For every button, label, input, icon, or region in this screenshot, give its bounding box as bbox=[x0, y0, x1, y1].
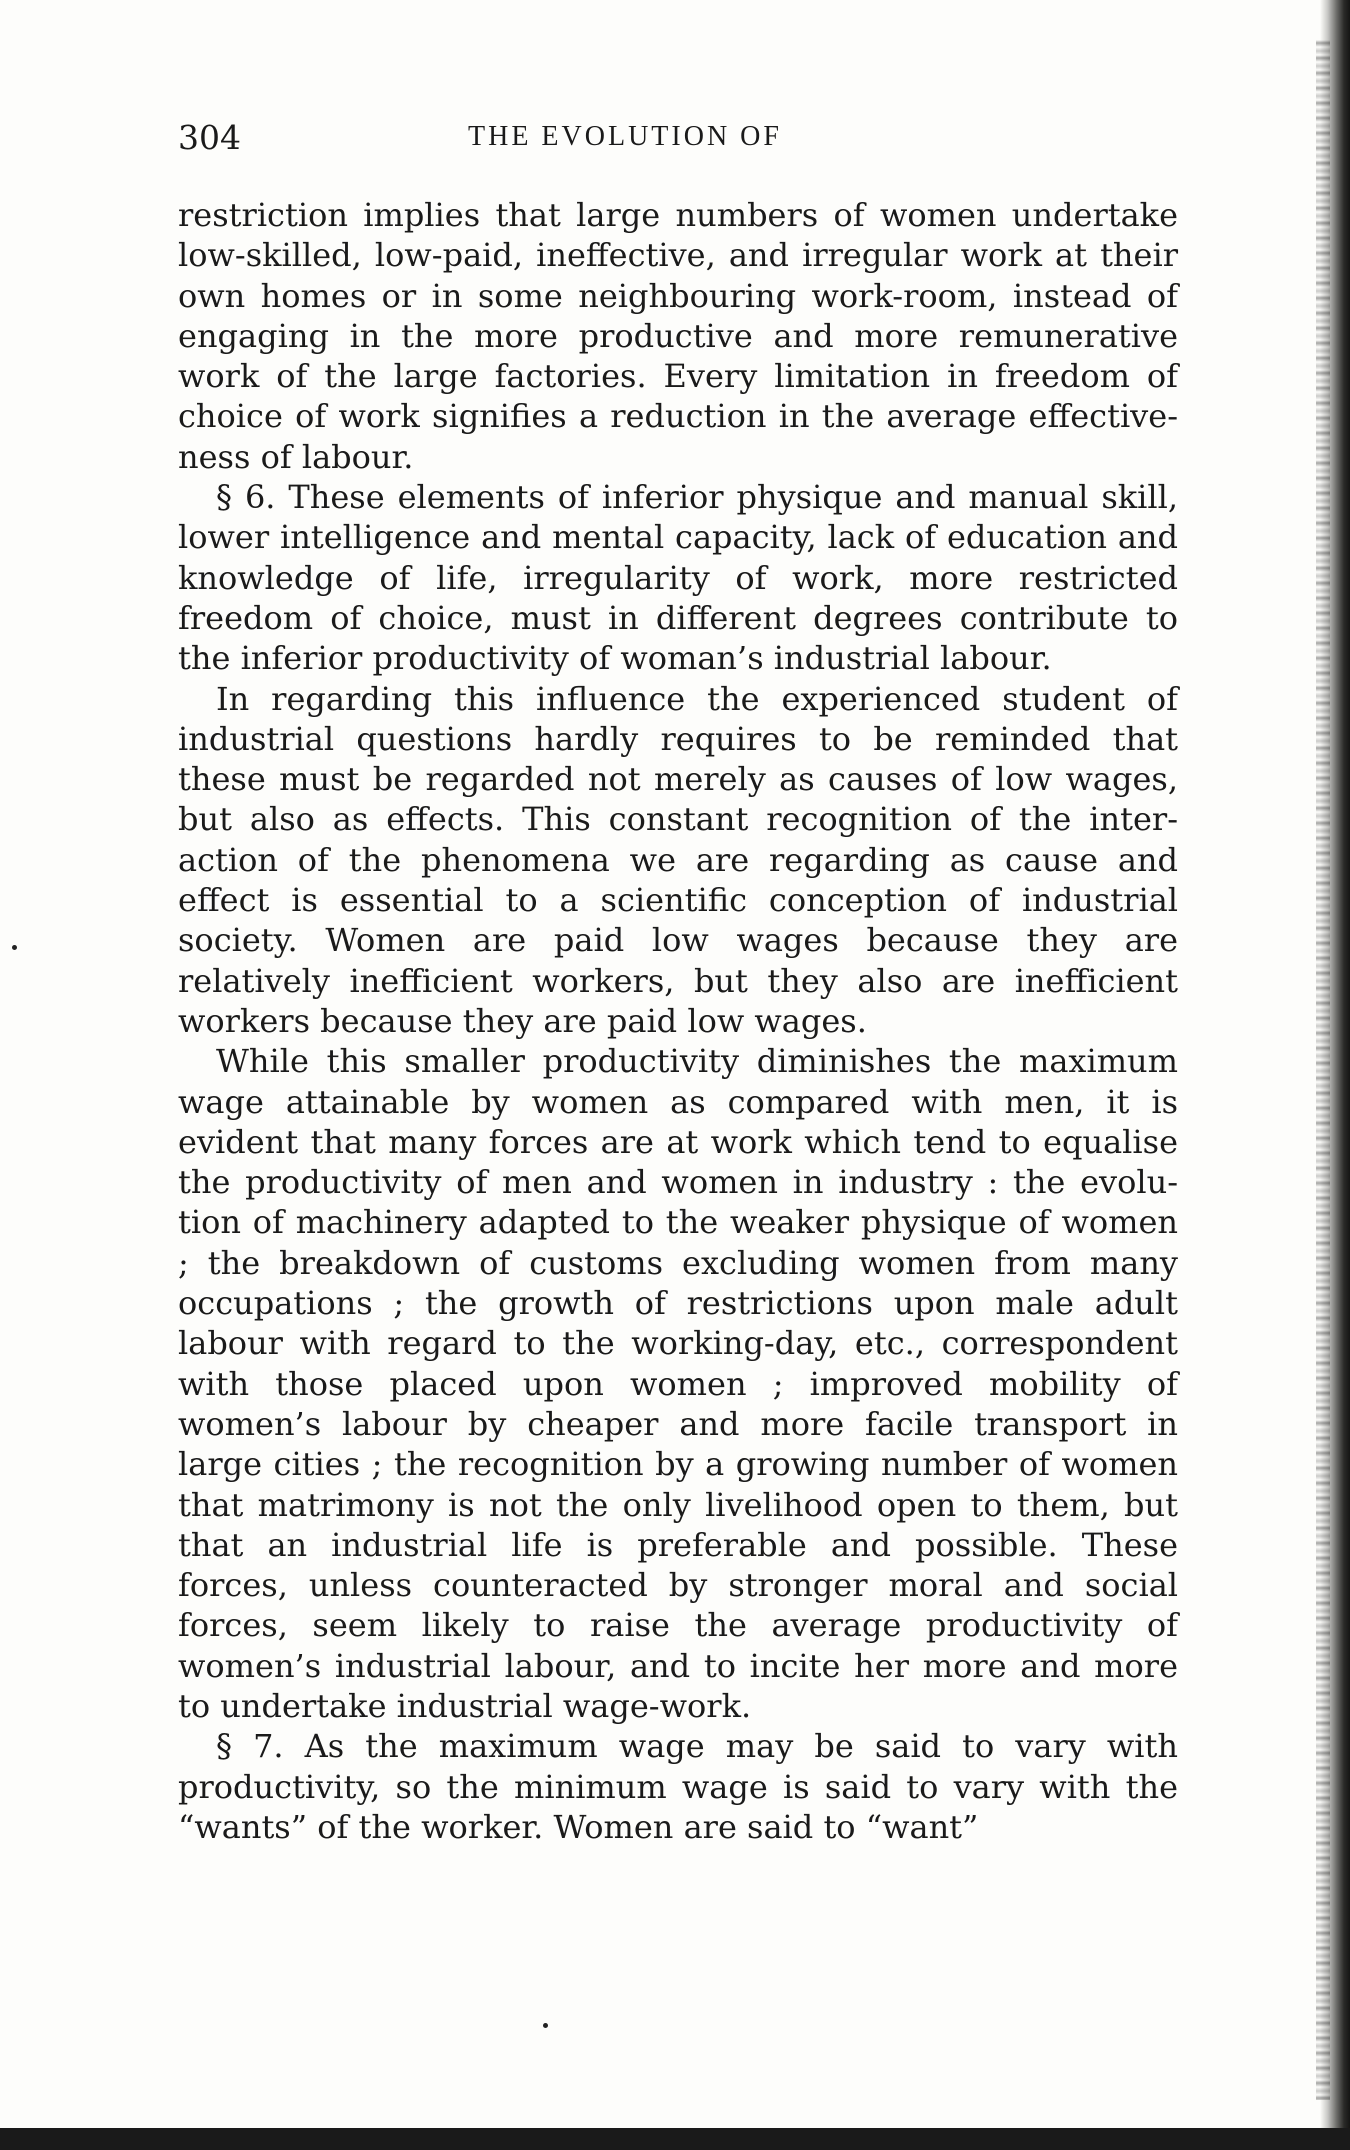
page-number: 304 bbox=[178, 118, 241, 157]
paragraph-continued: restriction implies that large numbers of women undertake low-skilled, low-paid, ineffective, and irregular work at their own homes or in some neighbouring work-room, instead of engaging in the more productive and more remunerative work of the large factories. Every limitation in freedom of choice of work signifies a reduction in the average effectiveness of labour. bbox=[178, 196, 1178, 476]
scan-bottom-border bbox=[0, 2128, 1350, 2150]
paragraph-causes-and-effects: In regarding this influence the experienced student of industrial questions hardly requires to be reminded that these must be regarded not merely as causes of low wages, but also as effects. This constant recognition of the interaction of the phenomena we are regarding as cause and effect is essential to a scientific conception of industrial society. Women are paid low wages because they are relatively inefficient workers, but they also are inefficient workers because they are paid low wages. bbox=[178, 679, 1178, 1040]
binding-edge-texture bbox=[1316, 40, 1330, 2100]
scan-speck bbox=[543, 2023, 548, 2028]
paragraph-equalising-forces: While this smaller productivity diminishes the maximum wage attainable by women as compared with men, it is evident that many forces are at work which tend to equalise the productivity of men and women in industry : the evolution of machinery adapted to the weaker physique of women ; the breakdown of customs excluding women from many occupations ; the growth of restrictions upon male adult labour with regard to the working-day, etc., correspondent with those placed upon women ; improved mobility of women’s labour by cheaper and more facile transport in large cities ; the recognition by a growing number of women that matrimony is not the only livelihood open to them, but that an industrial life is preferable and possible. These forces, unless counteracted by stronger moral and social forces, seem likely to raise the average productivity of women’s industrial labour, and to incite her more and more to undertake industrial wage-work. bbox=[178, 1042, 1178, 1725]
body-text bbox=[178, 195, 1178, 1847]
paragraph-section-7: § 7. As the maximum wage may be said to vary with productivity, so the minimum wage is said to vary with the “wants” of the worker. Women are said to “want” bbox=[178, 1727, 1178, 1846]
scan-speck bbox=[12, 945, 17, 950]
paragraph-section-6: § 6. These elements of inferior physique and manual skill, lower intelligence and mental capacity, lack of education and knowledge of life, irregularity of work, more restricted freedom of choice, must in different degrees contribute to the inferior productivity of woman’s industrial labour. bbox=[178, 478, 1178, 678]
running-head: THE EVOLUTION OF bbox=[468, 121, 782, 152]
page-header bbox=[178, 118, 1178, 164]
